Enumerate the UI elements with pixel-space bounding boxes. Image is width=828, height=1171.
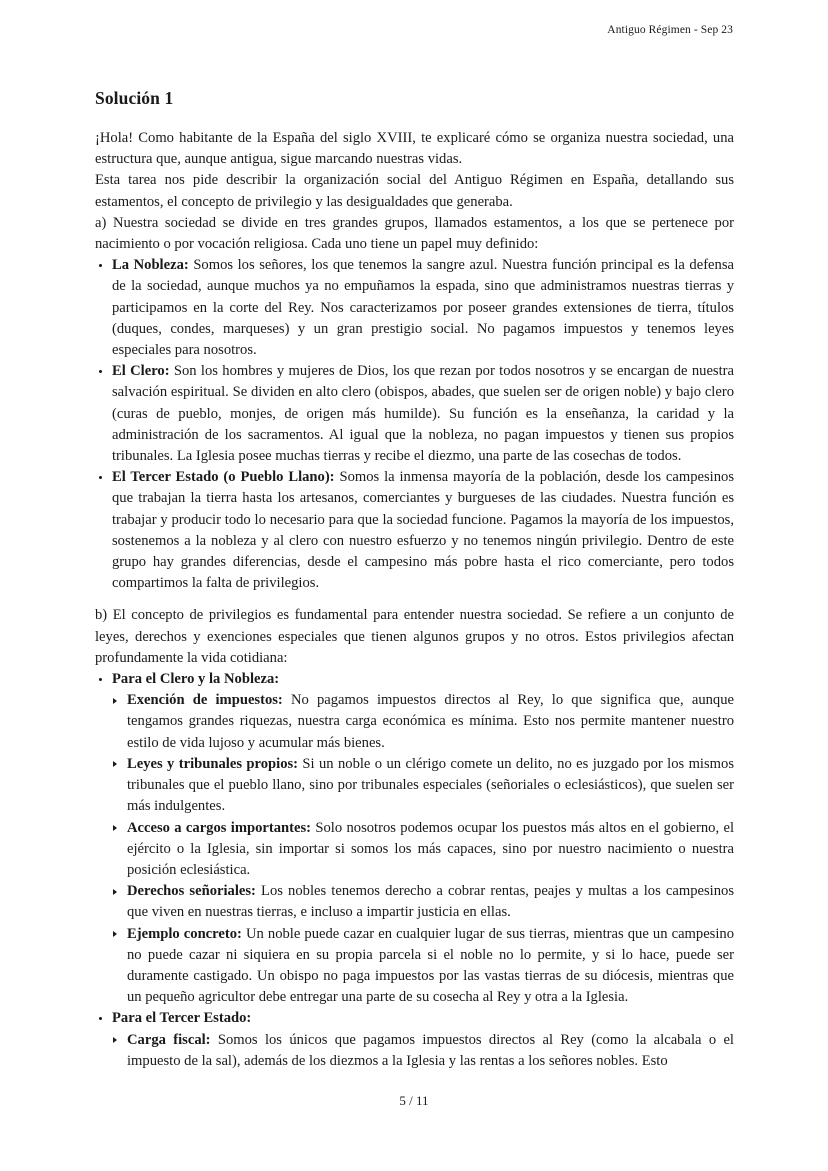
intro-paragraph-2: Esta tarea nos pide describir la organización social del Antiguo Régimen en España, detallando sus estamentos, el concepto de privilegio y las desigualdades que generaba.: [95, 172, 734, 210]
list-item-lead: Derechos señoriales:: [127, 883, 256, 900]
triangle-bullet-icon: [113, 698, 117, 704]
list-item-lead: Leyes y tribunales propios:: [127, 755, 299, 772]
list-item-body: Somos la inmensa mayoría de la población, desde los campesinos que trabajan la tierra hasta los artesanos, comerciantes y burgueses de las ciudades. Nuestra función es trabajar y producir todo lo necesario para que la sociedad funcione. Pagamos la mayoría de los impuestos, sostenemos a la nobleza y al clero con nuestro esfuerzo y no tenemos ningún privilegio. Dentro de este grupo hay grandes diferencias, desde el campesino más pobre hasta el rico comerciante, pero todos compartimos la falta de privilegios.: [112, 469, 735, 592]
bullet-dot-icon: [99, 264, 102, 267]
list-item-lead: El Tercer Estado (o Pueblo Llano):: [112, 469, 335, 486]
section-a-intro: a) Nuestra sociedad se divide en tres grandes grupos, llamados estamentos, a los que se pertenece por nacimiento o por vocación religiosa. Cada uno tiene un papel muy definido:: [95, 214, 734, 253]
list-item-body: No pagamos impuestos directos al Rey, lo que significa que, aunque tengamos grandes riquezas, nuestra carga económica es mínima. Esto nos permite mantener nuestro estilo de vida lujoso y acumular más bienes.: [127, 692, 734, 751]
list-item: [112, 1030, 734, 1072]
bullet-dot-icon: [99, 1017, 102, 1020]
triangle-bullet-icon: [113, 931, 117, 937]
triangle-bullet-icon: [113, 889, 117, 895]
bullet-dot-icon: [99, 476, 102, 479]
privilegios-sublist: [112, 690, 734, 1008]
privilegios-list: [95, 669, 734, 1072]
list-item: [95, 361, 734, 467]
list-item-body: Somos los señores, los que tenemos la sangre azul. Nuestra función principal es la defensa de la sociedad, aunque muchos ya no empuñamos la espada, sino que administramos nuestras tierras y participamos en la corte del Rey. Nos caracterizamos por poseer grandes extensiones de tierra, títulos (duques, condes, marqueses) y un gran prestigio social. No pagamos impuestos y tenemos leyes especiales para nosotros.: [112, 257, 734, 359]
list-item-body: Si un noble o un clérigo comete un delito, no es juzgado por los mismos tribunales que el pueblo llano, sino por tribunales especiales (señoriales o eclesiásticos), que suelen ser más indulgentes.: [127, 755, 734, 815]
list-item-body: Somos los únicos que pagamos impuestos directos al Rey (como la alcabala o el impuesto de la sal), además de los diezmos a la Iglesia y las rentas a los señores nobles. Esto: [127, 1031, 734, 1069]
running-header: [95, 24, 733, 36]
list-item-body: Los nobles tenemos derecho a cobrar rentas, peajes y multas a los campesinos que viven en nuestras tierras, e incluso a impartir justicia en ellas.: [127, 883, 734, 921]
list-item: [112, 754, 734, 818]
running-header-text: Antiguo Régimen - Sep 23: [607, 24, 733, 36]
bullet-dot-icon: [99, 678, 102, 681]
triangle-bullet-icon: [113, 825, 117, 831]
page-footer: [0, 1093, 828, 1109]
group-heading: Para el Tercer Estado:: [112, 1010, 252, 1027]
triangle-bullet-icon: [113, 761, 117, 767]
list-item-lead: Acceso a cargos importantes:: [127, 819, 312, 836]
page-title: Solución 1: [95, 88, 174, 108]
list-item: [112, 924, 734, 1009]
list-item-lead: Exención de impuestos:: [127, 692, 283, 709]
group-heading: Para el Clero y la Nobleza:: [112, 671, 280, 688]
list-item: [112, 881, 734, 923]
list-item: [95, 669, 734, 1008]
list-item-body: Un noble puede cazar en cualquier lugar de sus tierras, mientras que un campesino no puede cazar ni siquiera en su propia parcela si el noble no lo permite, y si lo hace, puede ser duramente castigado. Un obispo no paga impuestos por las vastas tierras de su diócesis, mientras que un pequeño agricultor debe entregar una parte de su cosecha al Rey y otra a la Iglesia.: [127, 925, 735, 1006]
list-item-lead: La Nobleza:: [112, 257, 189, 274]
triangle-bullet-icon: [113, 1037, 117, 1043]
list-item-lead: Ejemplo concreto:: [127, 925, 242, 942]
list-item: [95, 467, 734, 594]
list-item-body: Solo nosotros podemos ocupar los puestos más altos en el gobierno, el ejército o la Iglesia, sin importar si somos los más capaces, sino por nuestro nacimiento o nuestra posición eclesiástica.: [127, 819, 735, 878]
list-item-lead: Carga fiscal:: [127, 1031, 211, 1048]
list-item-body: Son los hombres y mujeres de Dios, los que rezan por todos nosotros y se encargan de nuestra salvación espiritual. Se dividen en alto clero (obispos, abades, que suelen ser de origen noble) y bajo clero (curas de pueblo, monjes, de origen más humilde). Su función es la enseñanza, la caridad y la administración de los sacramentos. Al igual que la nobleza, no pagan impuestos y tienen sus propios tribunales. La Iglesia posee muchas tierras y recibe el diezmo, una parte de las cosechas de todos.: [112, 363, 734, 465]
list-item: [112, 690, 734, 754]
tercer-estado-sublist: [112, 1030, 734, 1072]
list-item: [112, 818, 734, 882]
list-item: [95, 1008, 734, 1072]
estamentos-list: [95, 255, 734, 594]
bullet-dot-icon: [99, 370, 102, 373]
list-item-lead: El Clero:: [112, 363, 170, 380]
list-item: [95, 255, 734, 361]
intro-paragraph-1: ¡Hola! Como habitante de la España del siglo XVIII, te explicaré cómo se organiza nuestra sociedad, una estructura que, aunque antigua, sigue marcando nuestras vidas.: [95, 130, 734, 168]
page-content: [95, 88, 734, 1072]
page-number: 5 / 11: [399, 1093, 429, 1108]
section-b-intro: b) El concepto de privilegios es fundamental para entender nuestra sociedad. Se refiere a un conjunto de leyes, derechos y exenciones especiales que tienen algunos grupos y no otros. Estos privilegios afectan profundamente la vida cotidiana:: [95, 607, 734, 666]
